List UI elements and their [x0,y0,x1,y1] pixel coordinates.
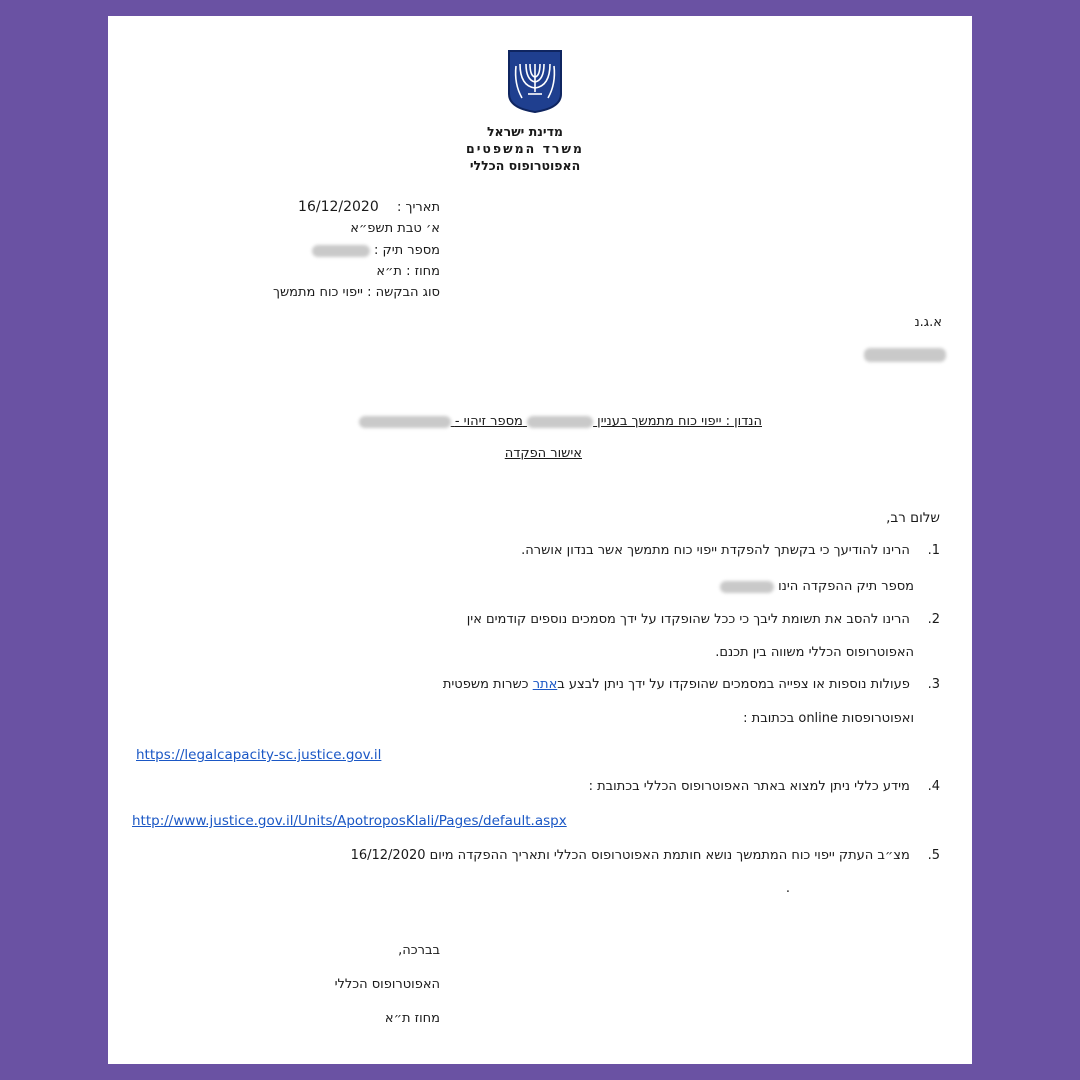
date-line [298,199,440,215]
item-4 [589,779,940,794]
date-value: 16/12/2020 [298,199,379,215]
state-emblem-icon [506,48,564,114]
letterhead-ministry: משרד המשפטים [466,141,584,156]
item-1-number: 1. [927,543,940,558]
request-type-label: סוג הבקשה : [367,285,440,300]
item-4-text: מידע כללי ניתן למצוא באתר האפוטרופוס הכללי בכתובת : [588,779,910,794]
file-number-label: מספר תיק : [373,243,440,258]
district-label: מחוז : [406,264,440,279]
letterhead [440,123,610,174]
redacted-subject-name [527,416,593,428]
greeting: שלום רב, [886,510,940,526]
subject-id-label: מספר זיהוי - [454,414,523,429]
salutation: א.ג.נ [914,315,942,330]
item-2-number: 2. [927,612,940,627]
district-value: ת״א [376,264,402,279]
item-2-line-2: האפוטרופוס הכללי משווה בין תכנם. [715,645,914,660]
trailing-dot: . [785,881,790,896]
letter-page [108,16,972,1064]
general-guardian-url-link[interactable]: http://www.justice.gov.il/Units/ApotroposKlali/Pages/default.aspx [132,813,567,829]
request-type-value: ייפוי כוח מתמשך [272,285,363,300]
item-2 [467,612,940,627]
item-3-number: 3. [927,677,940,692]
legal-capacity-url-link[interactable]: https://legalcapacity-sc.justice.gov.il [136,747,382,763]
item-3 [443,677,940,692]
file-number-line [312,243,440,258]
redacted-deposit-number [720,581,774,593]
redacted-file-number [312,245,370,257]
item-3-text-b: כשרות משפטית [442,677,533,692]
item-3-line-2: ואפוטרופסות online בכתובת : [743,711,914,726]
redacted-recipient-name [864,347,946,362]
closing-district: מחוז ת״א [384,1011,440,1026]
legal-capacity-site-link[interactable]: אתר [532,677,558,692]
item-5-number: 5. [927,848,940,863]
date-label: תאריך : [397,200,440,215]
closing-blessing: בברכה, [398,943,440,958]
item-1-sub [720,579,914,594]
redacted-id-number [359,416,451,428]
deposit-file-label: מספר תיק ההפקדה הינו [778,579,914,594]
subject-line [359,414,762,429]
item-4-number: 4. [927,779,940,794]
item-5-text: מצ״ב העתק ייפוי כוח המתמשך נושא חותמת האפוטרופוס הכללי ותאריך ההפקדה מיום 16/12/2020 [350,848,910,863]
item-1 [521,543,940,558]
letterhead-country: מדינת ישראל [487,124,563,139]
deposit-confirmation-title: אישור הפקדה [504,446,582,461]
item-5 [351,848,940,863]
item-1-text: הרינו להודיעך כי בקשתך להפקדת ייפוי כוח מתמשך אשר בנדון אושרה. [521,543,910,558]
hebrew-date: א׳ טבת תשפ״א [350,221,440,236]
subject-prefix: הנדון : ייפוי כוח מתמשך בעניין [597,414,762,429]
request-type-line [273,285,440,300]
closing-signatory: האפוטרופוס הכללי [334,977,440,992]
district-line [376,264,440,279]
letterhead-department: האפוטרופוס הכללי [469,158,581,173]
item-2-line-1: הרינו להסב את תשומת ליבך כי ככל שהופקדו על ידך מסמכים נוספים קודמים אין [466,612,910,627]
item-3-text-a: פעולות נוספות או צפייה במסמכים שהופקדו על ידך ניתן לבצע ב [557,677,910,692]
